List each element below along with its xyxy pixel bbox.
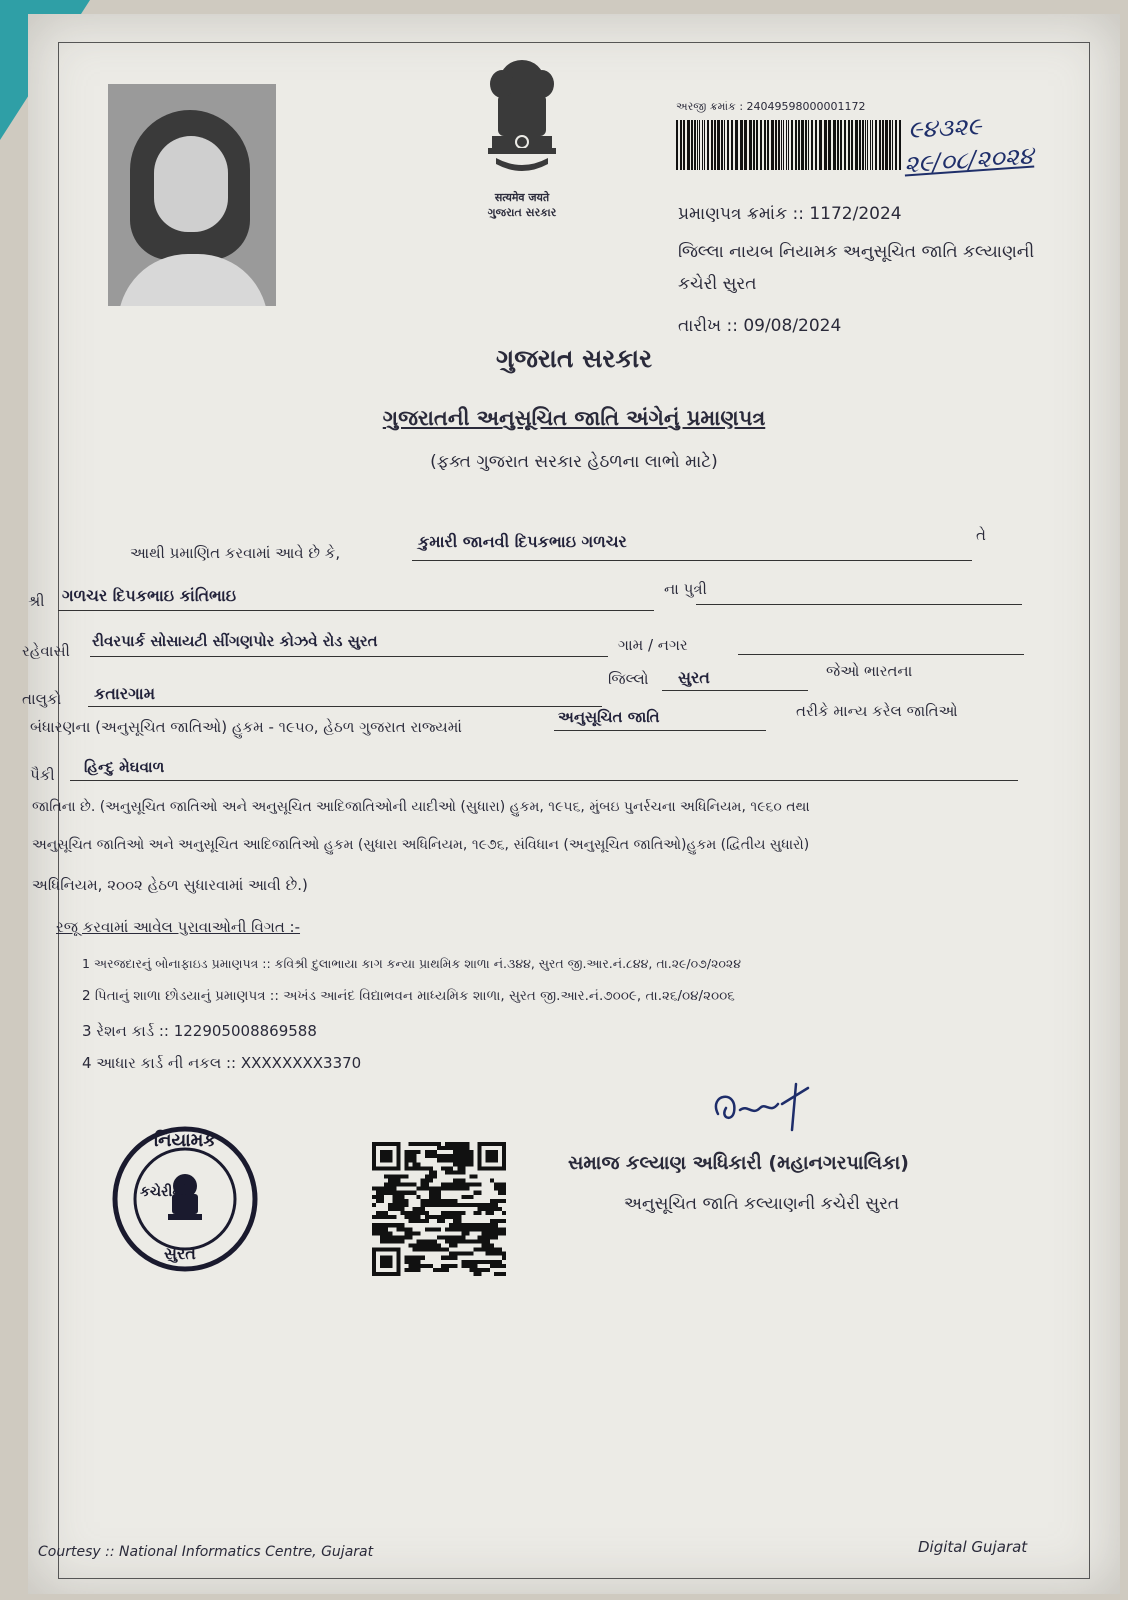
relation-label: ના પુત્રી <box>664 580 707 598</box>
taluka-value: કતારગામ <box>94 684 155 703</box>
handwritten-date: ૨૯/૦૮/૨૦૨૪ <box>903 141 1035 179</box>
signatory-title: સમાજ કલ્યાણ અધિકારી (મહાનગરપાલિકા) <box>568 1152 909 1174</box>
application-number: અરજી ક્રમાંક : 24049598000001172 <box>676 100 866 113</box>
village-label: ગામ / નગર <box>618 636 688 654</box>
document-item-4: 4 આધાર કાર્ડ ની નકલ :: XXXXXXXX3370 <box>82 1054 362 1072</box>
handwritten-number: ૯૪૩૨૯ <box>907 112 983 144</box>
certificate-page <box>22 14 1120 1594</box>
barcode-icon <box>676 120 902 170</box>
signature-icon <box>708 1074 818 1134</box>
seal-middle-text: કચેરીની <box>140 1184 187 1200</box>
caste-value: હિન્દુ મેઘવાળ <box>84 758 165 776</box>
paragraph-line-3: અધિનિયમ, ૨૦૦૨ હેઠળ સુધારવામાં આવી છે.) <box>32 876 308 894</box>
emblem-motto: सत्यमेव जयते <box>494 191 550 204</box>
applicant-name: કુમારી જાનવી દિપકભાઇ ગળચર <box>418 532 627 551</box>
footer-courtesy: Courtesy :: National Informatics Centre, Gujarat <box>38 1544 374 1560</box>
signatory-office: અનુસૂચિત જાતિ કલ્યાણની કચેરી સુરત <box>624 1194 900 1214</box>
certify-label: આથી પ્રમાણિત કરવામાં આવે છે કે, <box>130 544 341 562</box>
paragraph-line-2: અનુસૂચિત જાતિઓ અને અનુસૂચિત આદિજાતિઓ હુકમ (સુધારા અધિનિયમ, ૧૯૭૬, સંવિધાન (અનુસૂચિત જાતિઓ)હુકમ (દ્વિતીય સુધારો) <box>32 837 810 853</box>
among-label: પૈકી <box>30 766 55 784</box>
district-value: સુરત <box>678 668 710 687</box>
certificate-date: તારીખ :: 09/08/2024 <box>678 316 842 336</box>
address: રીવરપાર્ક સોસાયટી સીંગણપોર કોઝવે રોડ સુરત <box>92 632 378 650</box>
father-name: ગળચર દિપકભાઇ કાંતિભાઇ <box>62 586 237 605</box>
certificate-note: (ફક્ત ગુજરાત સરકાર હેઠળના લાભો માટે) <box>430 452 718 472</box>
resident-label: રહેવાસી <box>22 642 70 660</box>
document-item-3: 3 રેશન કાર્ડ :: 122905008869588 <box>82 1022 317 1040</box>
seal-bottom-text: સુરત <box>164 1244 196 1263</box>
qr-code-icon <box>372 1142 506 1276</box>
office-line-2: કચેરી સુરત <box>678 274 757 294</box>
national-emblem-icon <box>474 54 570 184</box>
category-value: અનુસૂચિત જાતિ <box>558 708 660 726</box>
footer-brand: Digital Gujarat <box>918 1538 1028 1556</box>
taluka-label: તાલુકો <box>22 690 62 708</box>
applicant-photo <box>108 84 276 306</box>
shri-label: શ્રી <box>28 592 45 610</box>
office-line-1: જિલ્લા નાયબ નિયામક અનુસૂચિત જાતિ કલ્યાણની <box>678 242 1035 262</box>
documents-heading: રજૂ કરવામાં આવેલ પુરાવાઓની વિગત :- <box>56 918 301 936</box>
seal-top-text: નિયામક <box>154 1130 217 1151</box>
office-seal-icon <box>110 1124 260 1274</box>
document-item-1: 1 અરજદારનું બોનાફાઇડ પ્રમાણપત્ર :: કવિશ્રી દુલાભાયા કાગ કન્યા પ્રાથમિક શાળા નં.૩૪૪, સુરત જી.આર.નં.૮૪૪, તા.૨૯/૦૭/૨૦૨૪ <box>82 956 742 971</box>
district-label: જિલ્લો <box>608 670 649 688</box>
government-title: ગુજરાત સરકાર <box>495 344 653 373</box>
document-item-2: 2 પિતાનું શાળા છોડયાનું પ્રમાણપત્ર :: અખંડ આનંદ વિદ્યાભવન માધ્યમિક શાળા, સુરત જી.આર.નં.૭૦૦૯, તા.૨૬/૦૪/૨૦૦૬ <box>82 988 735 1004</box>
who-bharat-label: જેઓ ભારતના <box>826 662 913 680</box>
recognized-text: તરીકે માન્ય કરેલ જાતિઓ <box>796 702 958 720</box>
emblem-label: ગુજરાત સરકાર <box>487 206 557 219</box>
certificate-title: ગુજરાતની અનુસૂચિત જાતિ અંગેનું પ્રમાણપત્ર <box>382 406 766 430</box>
paragraph-line-1: જાતિના છે. (અનુસૂચિત જાતિઓ અને અનુસૂચિત આદિજાતિઓની યાદીઓ (સુધારા) હુકમ, ૧૯૫૬, મુંબઇ પુનર્રચના અધિનિયમ, ૧૯૬૦ તથા <box>32 799 810 815</box>
certificate-number: પ્રમાણપત્ર ક્રમાંક :: 1172/2024 <box>678 204 902 224</box>
te-label: તે <box>976 526 986 544</box>
constitution-text: બંધારણના (અનુસૂચિત જાતિઓ) હુકમ - ૧૯૫૦, હેઠળ ગુજરાત રાજ્યમાં <box>30 718 462 736</box>
